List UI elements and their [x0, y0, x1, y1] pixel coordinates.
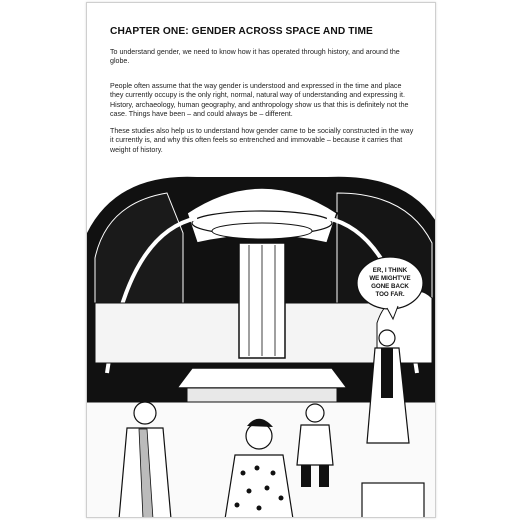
- console-base: [187, 388, 337, 402]
- canopy-inner: [212, 223, 312, 239]
- speech-line-2: WE MIGHT'VE: [369, 275, 411, 282]
- book-page: [86, 2, 436, 518]
- paragraph-3: These studies also help us to understand how gender came to be socially constructed in the way it currently is, and why this often feels so entrenched and immovable – because it carries that weight of history.: [110, 127, 414, 154]
- paragraph-2: People often assume that the way gender is understood and expressed in the time and place they currently occupy is the only right, normal, natural way of understanding and expressing it. History, archaeology, human geography, and anthropology show us that this is definitely not the case. Things have been – and could always be – different.: [110, 82, 409, 119]
- speech-line-1: ER, I THINK: [372, 267, 408, 274]
- comic-illustration: [87, 173, 436, 518]
- chapter-title: CHAPTER ONE: GENDER ACROSS SPACE AND TIME: [110, 26, 373, 37]
- speech-line-4: TOO FAR.: [375, 291, 405, 298]
- control-console: [177, 368, 347, 388]
- speech-line-3: GONE BACK: [371, 283, 409, 290]
- paragraph-1: To understand gender, we need to know how it has operated through history, and around the globe.: [110, 48, 400, 66]
- crate: [362, 483, 424, 518]
